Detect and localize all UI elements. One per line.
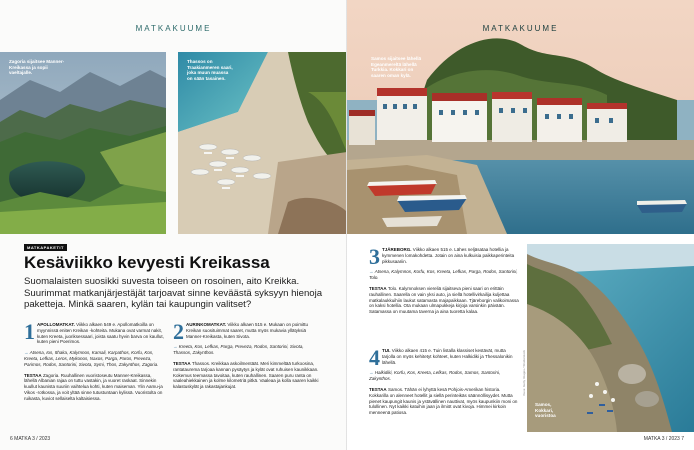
page-folio-left: 6 MATKA 3 / 2023 — [10, 436, 51, 442]
destination-list: Atsena, Ios, Ithaka, Kalymnos, Kamali, Karpathos, Korfu, Kos, Kreeta, Lefkas, Leros, Mykonos, Naxos, Parga, Paros, Preveza, Parimos, Rodos, Santorini, Sivota, Symi, Thos, Zakynthos, Zagoria. — [24, 350, 159, 367]
section-lead: APOLLOMATKAT. — [37, 322, 75, 327]
thassos-photo — [178, 52, 347, 234]
section-tjareborg — [369, 244, 519, 320]
mountain-landscape-image — [0, 52, 166, 234]
section-number: 3 — [369, 244, 380, 269]
destination-list: Halkidiki, Korfu, Kos, Kreeta, Lefkas, Rodos, Samos, Santorini, Zakynthos. — [369, 370, 501, 382]
section-body: Viikko alkaen 549 e. Apollomatkoilla on myynnissä eniten Kreikan -kohteita. Mukana ovat varmat nakit, kuten Kreeta, juoriksessaari, joista saatu hyvin barva on kaullut, kuten pieni Poerimos. — [37, 322, 164, 345]
photo-caption-zagoria: Zagoria sijaitsee Manner-Kreikassa ja sopii vaeltajalle. — [9, 59, 65, 76]
photo-caption-coast: Samos, Kokkari, vuoristoa — [535, 402, 556, 419]
section-lead: AURINKOMATKAT. — [186, 322, 227, 327]
section-body: Viikko alkaen 415 e. Tuin listalla klassiset kestävät, mutta tarjolla on myös kehitetyt kohteet, kuten Halkidiki ja Thessalonikin lähellä. — [382, 348, 513, 365]
destination-list: Kreeta, Kos, Lefkas, Parga, Preveza, Rodos, Santorini, Sivota, Thassos, Zakynthos. — [173, 344, 304, 356]
testaa-label: TESTAA — [173, 360, 191, 366]
right-page — [347, 0, 694, 450]
photo-credit: Kuva: Getty Images / Shutterstock — [522, 350, 526, 396]
zagoria-photo — [0, 52, 166, 234]
section-aurinkomatkat — [173, 319, 323, 395]
destination-list: Atsena, Kalymnos, Korfu, Kos, Kreeta, Lefkas, Parga, Rodos, Santorini, Tolo. — [369, 269, 518, 281]
section-lead: TUI. — [382, 348, 391, 353]
section-apollomatkat — [24, 319, 164, 407]
section-number: 2 — [173, 319, 184, 344]
samos-photo — [347, 0, 694, 234]
photo-caption-samos: Samos sijaitsee lähellä Egeanmereltä lähellä Turkkia. Kokkari on saaren oman kylä. — [371, 56, 422, 78]
section-body: Viikko alkaen 515 e. Lähes neljäsataa hotellia ja kymmenen lomakohdetta. Jotain on aina kulkuisia paikkaperinteita pikkusaariin. — [382, 247, 515, 264]
arrow-icon: → — [369, 269, 375, 275]
coast-photo — [527, 244, 694, 432]
section-body: Viikko alkaen 515 e. Mukaan on poimittu Kreikan suosituimmat saaret, mutta myös mukavia yllätyksiä Manner-Kreikasta, kuten Sivota. — [186, 322, 309, 339]
photo-caption-thassos: Thassos on Traakianmeren saari, joka muun muassa on sään tasainen. — [187, 59, 233, 81]
kicker-label: MATKAPAKETIT — [24, 244, 67, 251]
arrow-icon: → — [173, 344, 179, 350]
testaa-label: TESTAA — [369, 285, 387, 291]
page-folio-right: MATKA 3 / 2023 7 — [643, 436, 684, 442]
section-number: 1 — [24, 319, 35, 344]
testaa-label: TESTAA — [24, 372, 42, 378]
testaa-text: Thassos. Kreikkaa askoilmentäät. Meri kimmeltää turkoosina, rantataurema tarjoaa kannan pysäytys ja kylät ovat ruhuisen kaunikkaan. Kokemus teemassa tavoitaa, kuten rauhallinen. Saaren puru ranta on vaaleahiekkainen ja kolme kilometriä pitkä. Vaaleaa ja kolla saaren kaikki kalastuskylät ja rakastajankujat. — [173, 360, 319, 390]
testaa-text: Samos. Tähän ei lyhyttä kesä Pohjois-Amerikan historia. Kokkarilla on alenneet hotellit ja siellä perinteikäs säännöllisyydet. Mutta pienet kaupungit kaunis ja ystävällinen nauttivat, myös kaupunkiin moni on tulollinen. Nyt kaikki katuihin jaan ja ilmiöt ovat kivoja. Himmei kirkoin menneenä patiosa. — [369, 386, 518, 416]
section-lead: TJÄREBORG. — [382, 247, 412, 252]
section-number: 4 — [369, 345, 380, 370]
arrow-icon: → — [24, 350, 30, 356]
testaa-text: Zagoria. Ruuhallinen vuoristoseutu Manner-Kreikassa, lähellä Albanian rajaa on tuttu vastakin, ja vuoret raskaat. Sinnekin kuullut kaunista suuriin vaihtelua kohti, kuten maiseman. Ylin Aamu-ja Vikos -rotkossa, ja voit yltää sinne tutustuntaan kylissä. Vuoristolta on ruikasta, kuviot sellaiselta kaltaisiessa. — [24, 372, 163, 401]
article-title: Kesäviikko kevyesti Kreikassa — [24, 253, 270, 272]
article-deck: Suomalaisten suosikki suvesta toiseen on rosoinen, aito Kreikka. Suurimmat matkanjärjestäjät tarjoavat sinne keväästä syksyyn hienoja paketteja. Minkä saaren, kylän tai kaupungin valitset? — [24, 276, 323, 310]
harbor-village-image — [347, 0, 694, 234]
testaa-text: Tolo. Kalymnoksen viereliä sijaitseva pieni saari on erittäin rauhallinen. Saarella on vain yksi auto, ja siellä hotellivirkailija kuljettaa matkalaukkuihiin laukut satamasta majapaikkaan. Tjäreborgin valikoimassa on kaksi hotellia. Ota mukaan ulmapukkeja kirjoja varsinkin päivään. Satamassa on muutama taverna ja aina tuoretta kalaa. — [369, 285, 519, 315]
testaa-label: TESTAA — [369, 386, 387, 392]
section-label-left: MATKAKUUME — [135, 24, 212, 33]
section-tui — [369, 345, 519, 421]
section-label-right: MATKAKUUME — [482, 24, 559, 33]
arrow-icon: → — [369, 370, 375, 376]
